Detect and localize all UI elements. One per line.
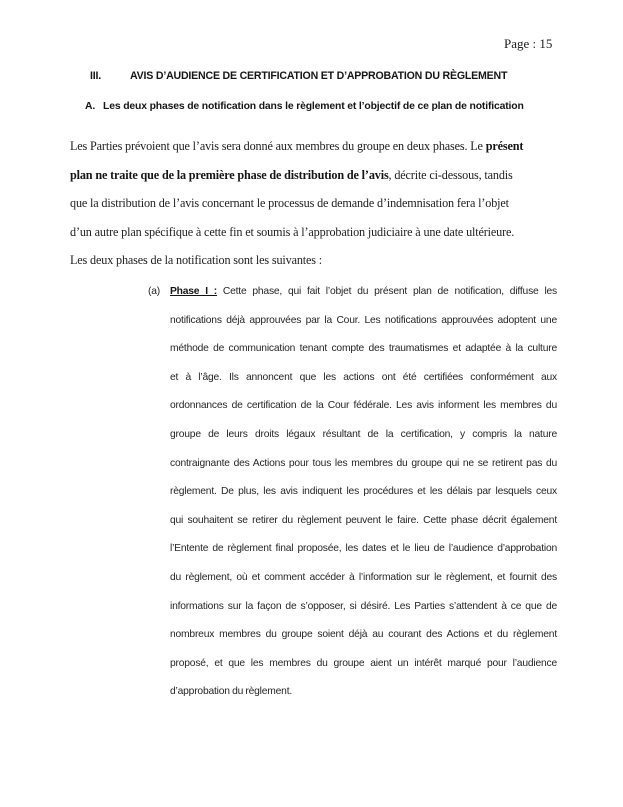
text-segment: , décrite ci-dessous, tandis [388,167,513,182]
text-line [70,246,562,275]
section-heading-text: AVIS D’AUDIENCE DE CERTIFICATION ET D’APPROBATION DU RÈGLEMENT [130,70,508,82]
text-segment: méthode de communication tenant compte des traumatismes et adaptée à la culture [170,343,557,355]
section-heading [90,70,507,82]
text-segment: d’approbation du règlement. [170,686,293,698]
list-item-marker: (a) [148,286,160,297]
list-item-text [170,278,557,707]
text-segment: groupe de leurs droits légaux résultant de la certification, y compris la nature [170,428,557,440]
intro-paragraph [70,132,562,275]
text-segment: d’un autre plan spécifique à cette fin et soumis à l’approbation judiciaire à une date ultérieure. [70,224,515,239]
text-segment: Les deux phases de la notification sont les suivantes : [70,253,323,268]
text-line [170,593,557,622]
text-line [170,650,557,679]
text-segment: qui souhaitent se retirer du règlement peuvent le faire. Cette phase décrit également [170,514,557,526]
text-segment: proposé, et que les membres du groupe aient un intérêt marqué pour l’audience [170,657,557,669]
text-segment: du règlement, où et comment accéder à l’information sur le règlement, et fournit des [170,571,557,583]
text-line [70,161,562,190]
subsection-heading-text: Les deux phases de notification dans le règlement et l’objectif de ce plan de notification [103,101,524,112]
text-segment: informations sur la façon de s’opposer, si désiré. Les Parties s’attendent à ce que de [170,600,557,612]
text-segment: ordonnances de certification de la Cour fédérale. Les avis informent les membres du [170,400,557,412]
text-line [170,678,557,707]
text-line [170,450,557,479]
text-line [170,478,557,507]
text-segment: Phase I : [170,286,217,297]
text-line [170,307,557,336]
text-segment: l’Entente de règlement final proposée, les dates et le lieu de l’audience d’approbation [170,543,557,555]
text-segment: que la distribution de l’avis concernant le processus de demande d’indemnisation fera l’objet [70,196,509,211]
text-line [170,278,557,307]
text-segment: présent [485,139,524,153]
text-line [170,564,557,593]
subsection-letter: A. [85,101,96,112]
text-line [170,335,557,364]
list-item-a [148,278,557,707]
text-segment: plan ne traite que de la première phase de distribution de l’avis [70,167,389,182]
text-line [170,392,557,421]
text-segment: nombreux membres du groupe soient déjà au courant des Actions et du règlement [170,629,557,641]
text-segment: contraignante des Actions pour tous les membres du groupe qui ne se retirent pas du [170,457,557,469]
text-segment: et à l’âge. Ils annoncent que les actions ont été certifiées conformément aux [170,371,557,383]
text-segment: notifications déjà approuvées par la Cour. Les notifications approuvées adoptent une [170,314,557,326]
text-line [170,621,557,650]
text-line [170,535,557,564]
text-line [170,421,557,450]
text-line [70,189,562,218]
text-line [70,132,562,161]
subsection-heading [85,101,524,112]
text-line [70,218,562,247]
text-segment: règlement. De plus, les avis indiquent les procédures et les délais par lesquels ceux [170,486,557,498]
section-number: III. [90,70,101,82]
text-line [170,364,557,393]
text-segment: Les Parties prévoient que l’avis sera donné aux membres du groupe en deux phases. Le [70,139,486,153]
text-line [170,507,557,536]
text-segment: Cette phase, qui fait l’objet du présent plan de notification, diffuse les [217,286,558,297]
page-number-label: Page : 15 [504,36,553,51]
